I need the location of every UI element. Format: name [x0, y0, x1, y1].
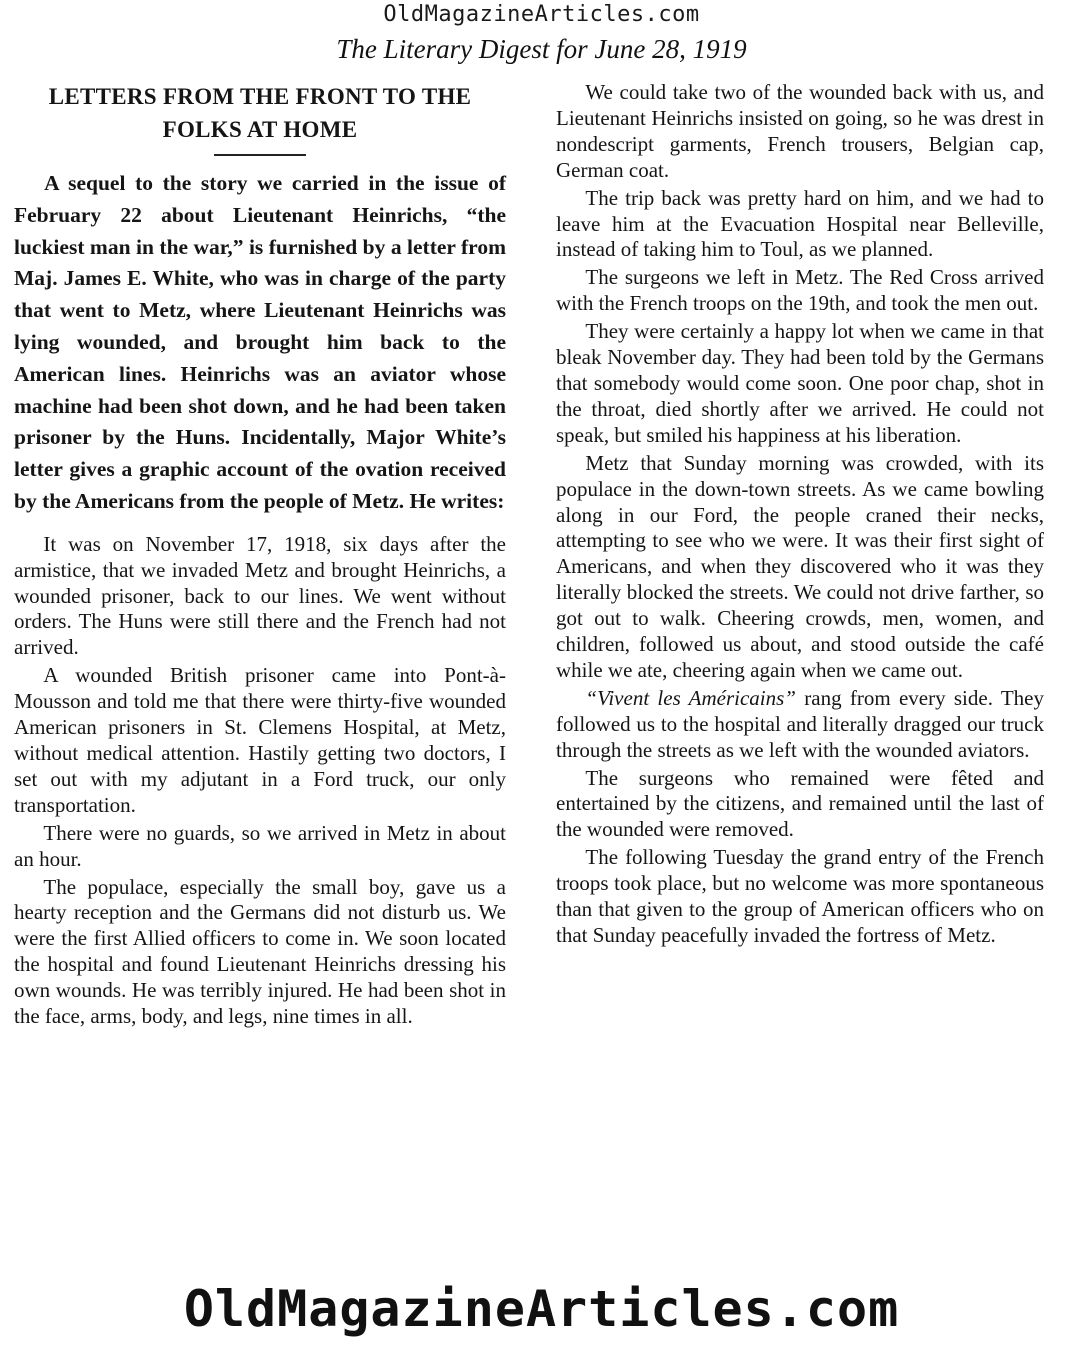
article-headline: LETTERS FROM THE FRONT TO THE FOLKS AT HOME — [48, 84, 472, 142]
body-paragraph: They were certainly a happy lot when we came in that bleak November day. They had been told by the Germans that somebody would come soon. One poor chap, shot in the throat, died shortly after we arrived. He could not speak, but smiled his happiness at his liberation. — [556, 319, 1044, 447]
french-quote: “Vivent les Américains” — [585, 685, 796, 710]
body-paragraph: The following Tuesday the grand entry of the French troops took place, but no welcome was more spontaneous than that given to the group of American officers who on that Sunday peacefully invaded the fortress of Metz. — [556, 845, 1044, 947]
right-column — [556, 80, 1044, 951]
body-paragraph: There were no guards, so we arrived in Metz in about an hour. — [14, 820, 506, 871]
publication-line: The Literary Digest for June 28, 1919 — [336, 34, 747, 64]
left-column — [14, 80, 506, 1032]
site-watermark-bottom: OldMagazineArticles.com — [183, 1280, 900, 1338]
site-watermark-top: OldMagazineArticles.com — [383, 2, 700, 27]
headline-rule — [214, 154, 306, 156]
body-paragraph: The surgeons who remained were fêted and entertained by the citizens, and remained until the last of the wounded were removed. — [556, 765, 1044, 842]
body-paragraph: Metz that Sunday morning was crowded, with its populace in the down-town streets. As we came bowling along in our Ford, the people craned their necks, attempting to see who we were. It was their first sight of Americans, and when they discovered who it was they literally blocked the streets. We could not drive farther, so got out to walk. Cheering crowds, men, women, and children, followed us about, and stood outside the café while we ate, cheering again when we came out. — [556, 450, 1044, 682]
intro-paragraph: A sequel to the story we carried in the issue of February 22 about Lieutenant Heinrichs, “the luckiest man in the war,” is furnished by a letter from Maj. James E. White, who was in charge of the party that went to Metz, where Lieutenant Heinrichs was lying wounded, and brought him back to the American lines. Heinrichs was an aviator whose machine had been shot down, and he had been taken prisoner by the Huns. Incidentally, Major White’s letter gives a graphic account of the ovation received by the Americans from the people of Metz. He writes: — [14, 171, 506, 513]
body-paragraph: A wounded British prisoner came into Pont-à-Mousson and told me that there were thirty-five wounded American prisoners in St. Clemens Hospital, at Metz, without medical attention. Hastily getting two doctors, I set out with my adjutant in a Ford truck, our only transportation. — [14, 663, 506, 817]
body-paragraph: The surgeons we left in Metz. The Red Cross arrived with the French troops on the 19th, and took the men out. — [556, 265, 1044, 316]
body-paragraph: The populace, especially the small boy, gave us a hearty reception and the Germans did not disturb us. We were the first Allied officers to come in. We soon located the hospital and found Lieutenant Heinrichs dressing his own wounds. He was terribly injured. He had been shot in the face, arms, body, and legs, nine times in all. — [14, 874, 506, 1029]
quote-paragraph — [556, 686, 1044, 764]
body-paragraph: The trip back was pretty hard on him, and we had to leave him at the Evacuation Hospital near Belleville, instead of taking him to Toul, as we planned. — [556, 185, 1044, 262]
body-paragraph: It was on November 17, 1918, six days after the armistice, that we invaded Metz and brought Heinrichs, a wounded prisoner, back to our lines. We went without orders. The Huns were still there and the French had not arrived. — [14, 531, 506, 660]
body-paragraph: We could take two of the wounded back with us, and Lieutenant Heinrichs insisted on going, so he was drest in nondescript garments, French trousers, Belgian cap, German coat. — [556, 80, 1044, 182]
quote-paragraph-rest: rang from every side. They followed us to the hospital and literally dragged our truck through the streets as we left with the wounded aviators. — [556, 685, 1044, 762]
